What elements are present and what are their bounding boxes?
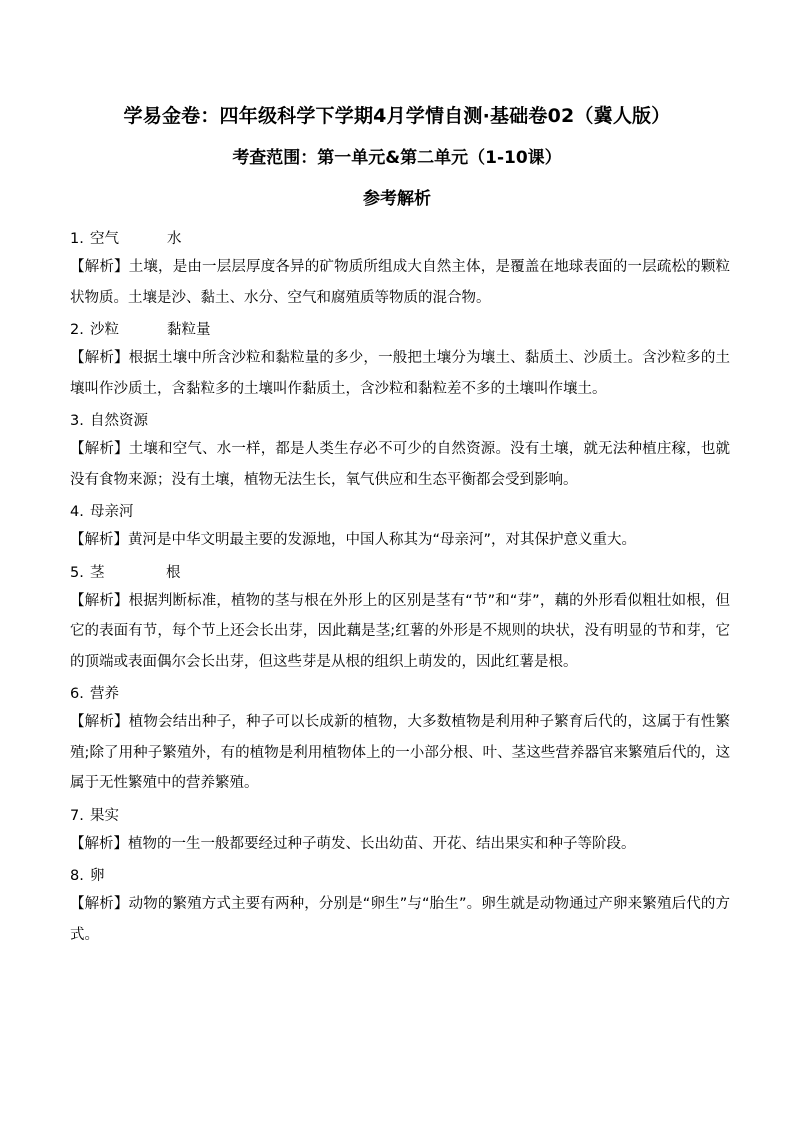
explanation — [70, 889, 730, 950]
answer-2: 根 — [166, 564, 181, 581]
document-title: 学易金卷：四年级科学下学期4月学情自测·基础卷02（冀人版） — [123, 105, 671, 127]
answer-2: 水 — [167, 231, 182, 247]
item-number: 4. — [70, 504, 84, 520]
answer-1: 果实 — [90, 807, 119, 824]
explanation-tag: 【解析】 — [70, 441, 129, 457]
explanation — [70, 525, 730, 556]
item-number: 8. — [70, 868, 84, 884]
explanation — [70, 586, 730, 678]
answer-1: 母亲河 — [90, 504, 134, 520]
answer-line — [70, 863, 730, 889]
explanation-tag: 【解析】 — [70, 532, 128, 548]
explanation-tag: 【解析】 — [70, 835, 128, 852]
answer-item — [70, 863, 730, 950]
answer-1: 卵 — [90, 868, 105, 884]
answer-1: 自然资源 — [90, 413, 148, 429]
answer-item — [70, 226, 730, 313]
answer-line — [70, 681, 730, 707]
answer-item — [70, 681, 730, 799]
answer-line — [70, 226, 730, 252]
explanation — [70, 829, 730, 860]
item-number: 7. — [70, 807, 84, 824]
answer-item — [70, 560, 730, 678]
answer-1: 沙粒 — [90, 322, 119, 338]
answer-item — [70, 499, 730, 556]
explanation — [70, 434, 730, 495]
answer-1: 空气 — [90, 231, 119, 247]
item-number: 1. — [70, 231, 84, 247]
answer-line — [70, 408, 730, 434]
answer-line — [70, 803, 730, 829]
explanation-text: 根据土壤中所含沙粒和黏粒量的多少，一般把土壤分为壤土、黏质土、沙质土。含沙粒多的土壤叫作沙质土，含黏粒多的土壤叫作黏质土，含沙粒和黏粒差不多的土壤叫作壤土。 — [70, 350, 731, 397]
answer-1: 茎 — [90, 564, 105, 581]
answer-item — [70, 803, 730, 860]
explanation-tag: 【解析】 — [70, 714, 129, 730]
explanation-text: 植物会结出种子，种子可以长成新的植物，大多数植物是利用种子繁育后代的，这属于有性繁殖;除了用种子繁殖外，有的植物是利用植物体上的一小部分根、叶、茎这些营养器官来繁殖后代的，这属于无性繁殖中的营养繁殖。 — [70, 714, 731, 791]
item-number: 2. — [70, 322, 84, 338]
answer-line — [70, 317, 730, 343]
answer-line — [70, 560, 730, 586]
explanation-text: 根据判断标准，植物的茎与根在外形上的区别是茎有“节”和“芽”，藕的外形看似粗壮如根，但它的表面有节，每个节上还会长出芽，因此藕是茎;红薯的外形是不规则的块状，没有明显的节和芽，它的顶端或表面偶尔会长出芽，但这些芽是从根的组织上萌发的，因此红薯是根。 — [70, 592, 730, 670]
explanation-tag: 【解析】 — [70, 259, 129, 275]
explanation-text: 土壤和空气、水一样，都是人类生存必不可少的自然资源。没有土壤，就无法种植庄稼，也就没有食物来源；没有土壤，植物无法生长，氧气供应和生态平衡都会受到影响。 — [70, 441, 731, 488]
answer-item — [70, 408, 730, 495]
explanation-text: 植物的一生一般都要经过种子萌发、长出幼苗、开花、结出果实和种子等阶段。 — [128, 835, 636, 852]
answer-item — [70, 317, 730, 404]
explanation-text: 土壤，是由一层层厚度各异的矿物质所组成大自然主体，是覆盖在地球表面的一层疏松的颗粒状物质。土壤是沙、黏土、水分、空气和腐殖质等物质的混合物。 — [70, 259, 731, 306]
explanation — [70, 343, 730, 404]
item-number: 3. — [70, 413, 84, 429]
answer-2: 黏粒量 — [167, 322, 211, 338]
item-number: 6. — [70, 686, 84, 702]
explanation — [70, 252, 730, 313]
answer-list — [70, 226, 730, 954]
explanation-tag: 【解析】 — [70, 896, 129, 912]
item-number: 5. — [70, 564, 84, 581]
explanation — [70, 707, 730, 799]
answer-line — [70, 499, 730, 525]
explanation-tag: 【解析】 — [70, 350, 129, 366]
explanation-tag: 【解析】 — [70, 592, 129, 609]
explanation-text: 动物的繁殖方式主要有两种，分别是“卵生”与“胎生”。卵生就是动物通过产卵来繁殖后代的方式。 — [70, 896, 730, 943]
section-heading: 参考解析 — [363, 189, 431, 209]
exam-scope: 考查范围：第一单元&第二单元（1-10课） — [232, 148, 562, 168]
answer-1: 营养 — [90, 686, 119, 702]
explanation-text: 黄河是中华文明最主要的发源地，中国人称其为“母亲河”，对其保护意义重大。 — [128, 532, 637, 548]
